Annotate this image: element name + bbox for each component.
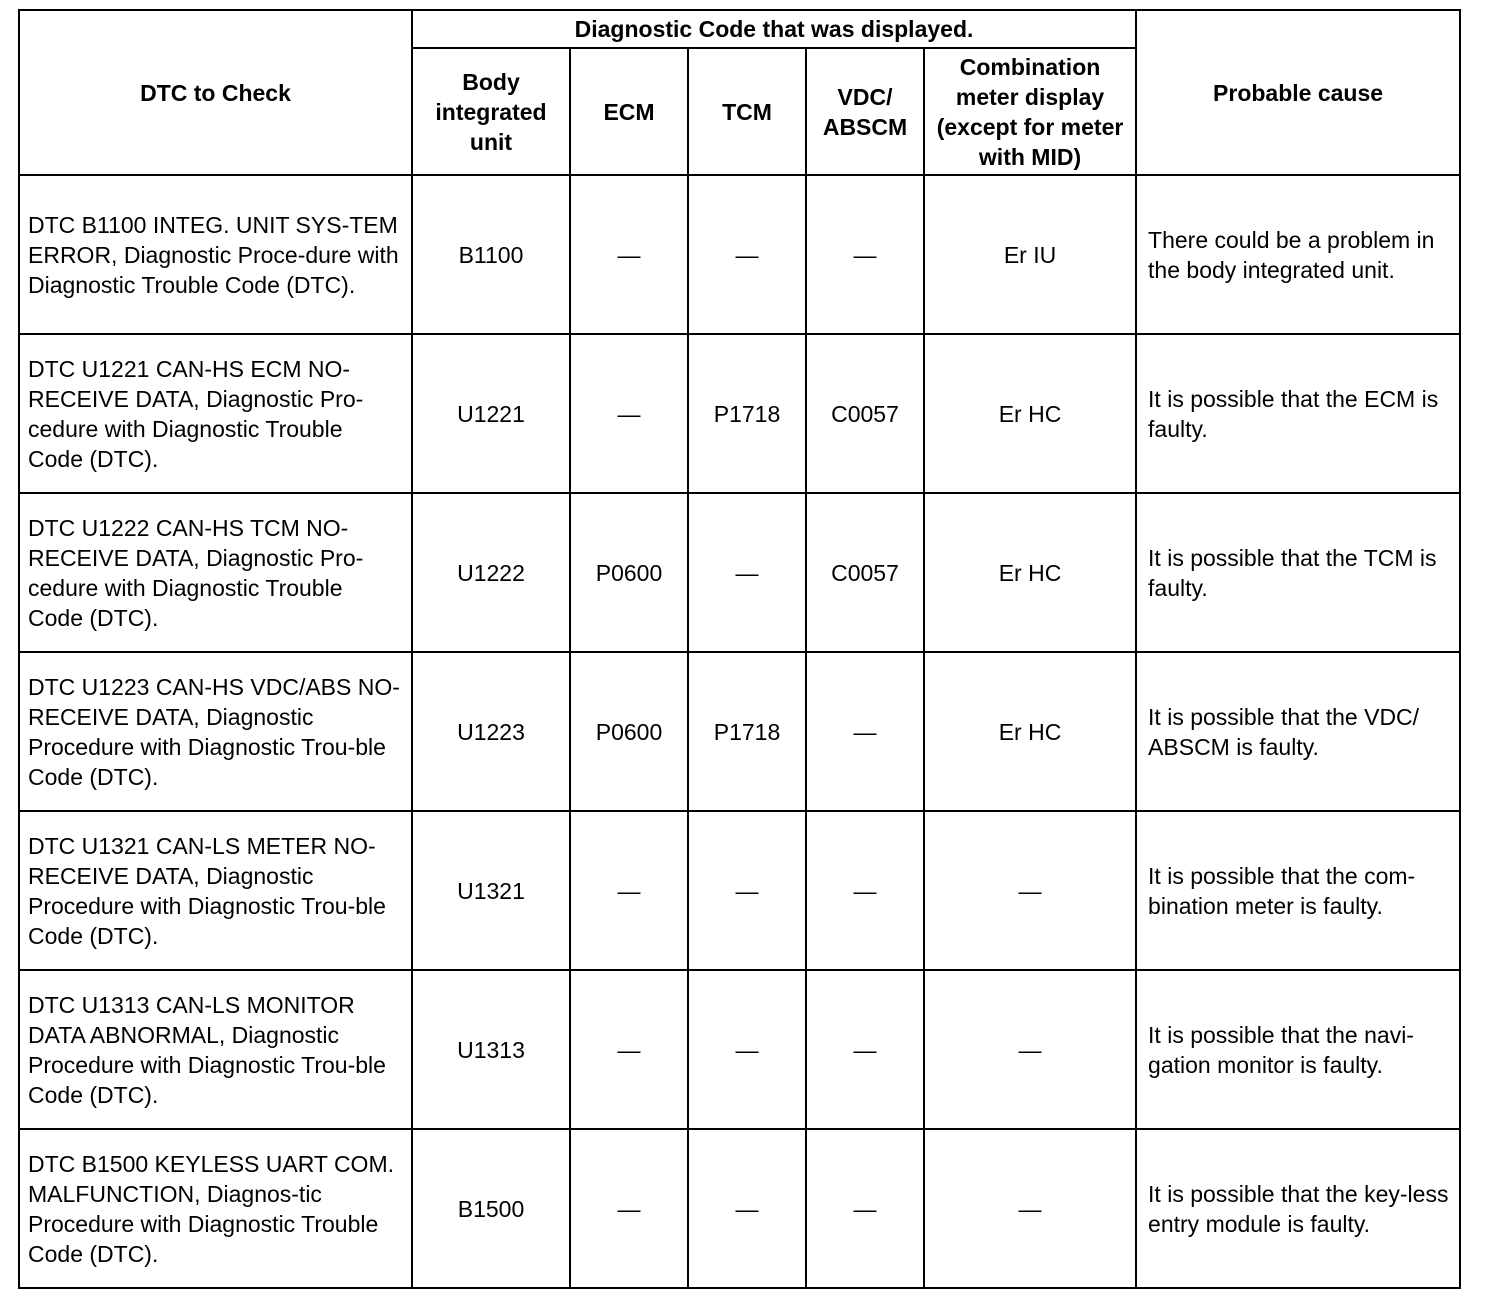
meter-display-cell: Er IU: [924, 175, 1136, 334]
vdc-code-cell: —: [806, 652, 924, 811]
ecm-code-cell: —: [570, 175, 688, 334]
dtc-cell: DTC U1321 CAN-LS METER NO-RECEIVE DATA, Diagnostic Procedure with Diagnostic Trou-ble Code (DTC).: [19, 811, 412, 970]
dtc-cell: DTC U1313 CAN-LS MONITOR DATA ABNORMAL, Diagnostic Procedure with Diagnostic Trou-ble Code (DTC).: [19, 970, 412, 1129]
meter-display-cell: —: [924, 1129, 1136, 1288]
table-row: [19, 970, 1460, 1129]
header-ecm: ECM: [570, 48, 688, 175]
dtc-cell: DTC U1222 CAN-HS TCM NO-RECEIVE DATA, Diagnostic Pro-cedure with Diagnostic Trouble Code (DTC).: [19, 493, 412, 652]
ecm-code-cell: P0600: [570, 493, 688, 652]
table-row: [19, 652, 1460, 811]
tcm-code-cell: P1718: [688, 652, 806, 811]
probable-cause-cell: It is possible that the key-less entry module is faulty.: [1136, 1129, 1460, 1288]
ecm-code-cell: —: [570, 1129, 688, 1288]
tcm-code-cell: —: [688, 1129, 806, 1288]
tcm-code-cell: P1718: [688, 334, 806, 493]
body-code-cell: U1221: [412, 334, 570, 493]
vdc-code-cell: C0057: [806, 334, 924, 493]
vdc-code-cell: —: [806, 811, 924, 970]
tcm-code-cell: —: [688, 811, 806, 970]
ecm-code-cell: P0600: [570, 652, 688, 811]
meter-display-cell: Er HC: [924, 652, 1136, 811]
header-probable-cause: Probable cause: [1136, 10, 1460, 175]
header-tcm: TCM: [688, 48, 806, 175]
dtc-cell: DTC U1221 CAN-HS ECM NO-RECEIVE DATA, Diagnostic Pro-cedure with Diagnostic Trouble Code (DTC).: [19, 334, 412, 493]
probable-cause-cell: It is possible that the com-bination meter is faulty.: [1136, 811, 1460, 970]
probable-cause-cell: There could be a problem in the body integrated unit.: [1136, 175, 1460, 334]
vdc-code-cell: —: [806, 970, 924, 1129]
probable-cause-cell: It is possible that the ECM is faulty.: [1136, 334, 1460, 493]
vdc-code-cell: C0057: [806, 493, 924, 652]
header-diagnostic-code-group: Diagnostic Code that was displayed.: [412, 10, 1136, 48]
body-code-cell: U1223: [412, 652, 570, 811]
ecm-code-cell: —: [570, 970, 688, 1129]
body-code-cell: U1313: [412, 970, 570, 1129]
tcm-code-cell: —: [688, 175, 806, 334]
tcm-code-cell: —: [688, 970, 806, 1129]
table-row: [19, 334, 1460, 493]
meter-display-cell: Er HC: [924, 493, 1136, 652]
ecm-code-cell: —: [570, 334, 688, 493]
meter-display-cell: Er HC: [924, 334, 1136, 493]
header-combination-meter-display: Combination meter display (except for meter with MID): [924, 48, 1136, 175]
dtc-cell: DTC U1223 CAN-HS VDC/ABS NO-RECEIVE DATA, Diagnostic Procedure with Diagnostic Trou-ble Code (DTC).: [19, 652, 412, 811]
dtc-table: [18, 9, 1461, 1289]
body-code-cell: U1222: [412, 493, 570, 652]
table-row: [19, 175, 1460, 334]
header-vdc-abscm: VDC/ ABSCM: [806, 48, 924, 175]
ecm-code-cell: —: [570, 811, 688, 970]
vdc-code-cell: —: [806, 175, 924, 334]
body-code-cell: U1321: [412, 811, 570, 970]
header-dtc-to-check: DTC to Check: [19, 10, 412, 175]
meter-display-cell: —: [924, 970, 1136, 1129]
probable-cause-cell: It is possible that the navi-gation monitor is faulty.: [1136, 970, 1460, 1129]
dtc-cell: DTC B1100 INTEG. UNIT SYS-TEM ERROR, Diagnostic Proce-dure with Diagnostic Trouble Code (DTC).: [19, 175, 412, 334]
body-code-cell: B1100: [412, 175, 570, 334]
meter-display-cell: —: [924, 811, 1136, 970]
dtc-cell: DTC B1500 KEYLESS UART COM. MALFUNCTION, Diagnos-tic Procedure with Diagnostic Trouble Code (DTC).: [19, 1129, 412, 1288]
table-row: [19, 811, 1460, 970]
probable-cause-cell: It is possible that the VDC/ ABSCM is faulty.: [1136, 652, 1460, 811]
body-code-cell: B1500: [412, 1129, 570, 1288]
table-row: [19, 1129, 1460, 1288]
table-row: [19, 493, 1460, 652]
vdc-code-cell: —: [806, 1129, 924, 1288]
header-body-integrated-unit: Body integrated unit: [412, 48, 570, 175]
tcm-code-cell: —: [688, 493, 806, 652]
probable-cause-cell: It is possible that the TCM is faulty.: [1136, 493, 1460, 652]
